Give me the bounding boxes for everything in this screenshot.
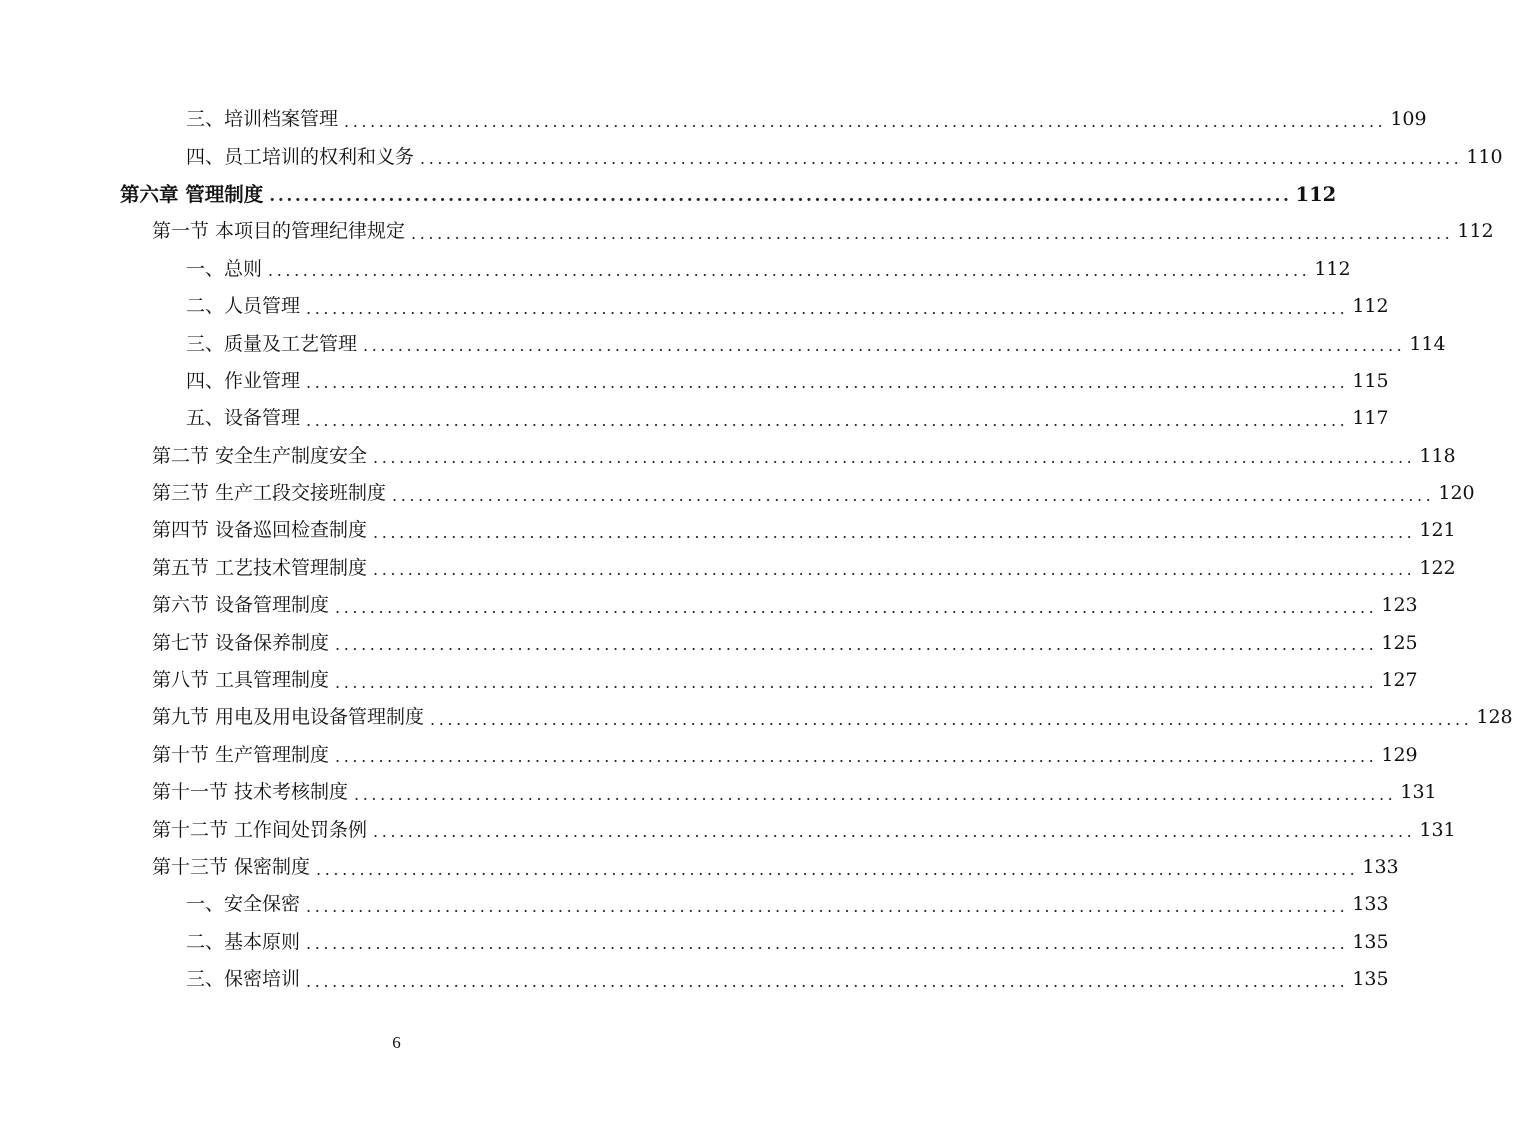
toc-entry-title: 第五节 工艺技术管理制度 [152,556,368,579]
toc-entry-section[interactable] [0,699,1513,736]
toc-entry-section[interactable] [0,550,1456,587]
toc-entry-page-number: 135 [1352,930,1389,953]
toc-entry-title: 三、保密培训 [186,968,301,991]
toc-entry-title: 一、安全保密 [186,893,301,916]
toc-entry-section[interactable] [0,737,1418,774]
toc-entry-page-number: 135 [1352,968,1389,991]
toc-entry-title: 第二节 安全生产制度安全 [152,444,368,467]
toc-dot-leader: ........................................................................................................................ [306,410,1349,430]
toc-dot-leader: ........................................................................................................................ [335,635,1378,655]
toc-entry-section[interactable] [0,774,1437,811]
toc-dot-leader: ........................................................................................................................ [306,373,1349,393]
toc-entry-title: 第十二节 工作间处罚条例 [152,818,368,841]
toc-entry-title: 四、作业管理 [186,369,301,392]
toc-dot-leader: ........................................................................................................................ [306,971,1349,991]
toc-entry-title: 三、培训档案管理 [186,108,339,131]
toc-dot-leader: ........................................................................................................................ [316,859,1359,879]
toc-entry-page-number: 121 [1419,519,1456,542]
toc-entry-item[interactable] [0,961,1389,998]
toc-entry-item[interactable] [0,288,1389,325]
toc-entry-title: 第六章 管理制度 [120,182,264,206]
toc-entry-page-number: 125 [1381,631,1418,654]
toc-dot-leader: ........................................................................................................................ [392,485,1435,505]
toc-entry-section[interactable] [0,662,1418,699]
toc-entry-item[interactable] [0,886,1389,923]
toc-dot-leader: ........................................................................................................................ [306,934,1349,954]
toc-entry-item[interactable] [0,138,1503,175]
toc-entry-page-number: 120 [1438,482,1475,505]
toc-dot-leader: ........................................................................................................................ [373,822,1416,842]
toc-entry-page-number: 114 [1409,332,1446,355]
toc-entry-page-number: 112 [1295,182,1337,206]
toc-entry-page-number: 112 [1314,257,1351,280]
toc-entry-page-number: 109 [1390,108,1427,131]
toc-entry-section[interactable] [0,587,1418,624]
toc-entry-page-number: 110 [1466,145,1503,168]
toc-entry-item[interactable] [0,325,1446,362]
toc-entry-section[interactable] [0,849,1399,886]
toc-entry-item[interactable] [0,400,1389,437]
toc-dot-leader: ........................................................................................................................ [363,336,1406,356]
toc-entry-page-number: 128 [1476,706,1513,729]
toc-entry-page-number: 127 [1381,669,1418,692]
toc-dot-leader: ........................................................................................................................ [411,223,1454,243]
toc-entry-section[interactable] [0,475,1475,512]
toc-entry-section[interactable] [0,512,1456,549]
toc-entry-title: 二、人员管理 [186,295,301,318]
toc-entry-page-number: 131 [1400,781,1437,804]
toc-dot-leader: ........................................................................................................................ [354,784,1397,804]
toc-dot-leader: ........................................................................................................................ [373,522,1416,542]
toc-entry-title: 二、基本原则 [186,930,301,953]
toc-entry-title: 第一节 本项目的管理纪律规定 [152,220,406,243]
toc-entry-item[interactable] [0,924,1389,961]
toc-entry-title: 第三节 生产工段交接班制度 [152,482,387,505]
toc-entry-page-number: 112 [1457,220,1494,243]
toc-entry-section[interactable] [0,624,1418,661]
toc-entry-page-number: 129 [1381,743,1418,766]
toc-entry-page-number: 118 [1419,444,1456,467]
toc-entry-section[interactable] [0,438,1456,475]
toc-entry-title: 第九节 用电及用电设备管理制度 [152,706,425,729]
toc-entry-title: 四、员工培训的权利和义务 [186,145,415,168]
toc-entry-item[interactable] [0,363,1389,400]
toc-entry-title: 第十节 生产管理制度 [152,743,330,766]
toc-entry-page-number: 133 [1352,893,1389,916]
toc-entry-title: 一、总则 [186,257,263,280]
toc-entry-page-number: 122 [1419,556,1456,579]
toc-entry-title: 五、设备管理 [186,407,301,430]
toc-entry-title: 第八节 工具管理制度 [152,669,330,692]
toc-dot-leader: ........................................................................................................................ [335,672,1378,692]
toc-dot-leader: ........................................................................................................................ [335,747,1378,767]
toc-dot-leader: ........................................................................................................................ [373,560,1416,580]
toc-entry-section[interactable] [0,213,1494,250]
toc-dot-leader: ........................................................................................................................ [420,149,1463,169]
page-number: 6 [392,1033,401,1052]
toc-dot-leader: ........................................................................................................................ [344,111,1387,131]
toc-dot-leader: ........................................................................................................................ [430,709,1473,729]
toc-entry-item[interactable] [0,251,1351,288]
toc-entry-chapter[interactable] [0,176,1337,213]
toc-entry-title: 第十一节 技术考核制度 [152,781,349,804]
toc-entry-page-number: 131 [1419,818,1456,841]
toc-entry-page-number: 133 [1362,856,1399,878]
toc-dot-leader: ........................................................................................................................ [306,896,1349,916]
toc-entry-title: 第六节 设备管理制度 [152,594,330,617]
toc-entry-page-number: 112 [1352,295,1389,318]
toc-entry-page-number: 117 [1352,407,1389,430]
toc-entry-title: 第四节 设备巡回检查制度 [152,519,368,542]
toc-entry-title: 第十三节 保密制度 [152,856,311,878]
toc-dot-leader: ........................................................................................................................ [306,298,1349,318]
toc-entry-title: 三、质量及工艺管理 [186,332,358,355]
toc-dot-leader: ........................................................................................................................ [269,185,1292,206]
toc-dot-leader: ........................................................................................................................ [335,597,1378,617]
toc-entry-page-number: 123 [1381,594,1418,617]
toc-dot-leader: ........................................................................................................................ [373,448,1416,468]
toc-entry-section[interactable] [0,811,1456,848]
toc-entry-item[interactable] [0,101,1427,138]
table-of-contents [0,101,1513,998]
toc-dot-leader: ........................................................................................................................ [268,261,1311,281]
toc-entry-title: 第七节 设备保养制度 [152,631,330,654]
toc-entry-page-number: 115 [1352,369,1389,392]
